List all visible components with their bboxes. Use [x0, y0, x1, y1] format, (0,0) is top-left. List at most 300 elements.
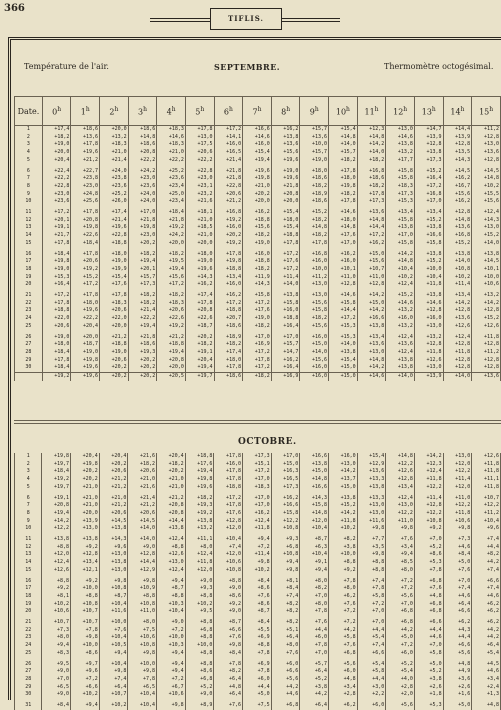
day-cell: 4: [15, 149, 43, 157]
temperature-cell: +19,8: [185, 476, 214, 484]
temperature-cell: +12,2: [386, 461, 415, 469]
temperature-cell: +15,2: [414, 165, 443, 176]
temperature-cell: +4,2: [386, 627, 415, 635]
temperature-cell: +10,2: [42, 601, 71, 609]
temperature-cell: +23,6: [157, 175, 186, 183]
temperature-cell: +12,9: [357, 461, 386, 469]
day-cell: 20: [15, 281, 43, 289]
temperature-cell: +14,0: [329, 341, 358, 349]
temperature-cell: +7,7: [357, 533, 386, 544]
temperature-cell: +6,6: [214, 627, 243, 635]
temperature-cell: +13,3: [357, 492, 386, 503]
temperature-cell: +9,2: [42, 585, 71, 593]
day-cell: 12: [15, 544, 42, 552]
temperature-cell: +8,7: [157, 585, 186, 593]
temperature-cell: +13,8: [42, 533, 71, 544]
temperature-cell: +15,7: [300, 149, 329, 157]
temperature-cell: +19,6: [243, 165, 272, 176]
temperature-cell: +14,8: [357, 357, 386, 365]
temperature-cell: +9,4: [99, 650, 128, 658]
temperature-cell: +15,6: [271, 149, 300, 157]
temperature-cell: +9,8: [157, 699, 186, 710]
temperature-cell: +8,4: [214, 650, 243, 658]
temperature-cell: +14,5: [472, 258, 501, 266]
temperature-cell: +15,8: [386, 217, 415, 225]
table-row: [15, 453, 501, 461]
temperature-cell: +10,4: [386, 266, 415, 274]
temperature-cell: +18,4: [71, 240, 100, 248]
temperature-cell: +8,4: [42, 699, 71, 710]
day-cell: 15: [15, 240, 43, 248]
temperature-cell: +15,4: [271, 224, 300, 232]
day-cell: 2: [15, 461, 42, 469]
temperature-cell: +22,6: [185, 315, 214, 323]
day-cell: [15, 373, 43, 381]
temperature-cell: +11,4: [443, 281, 472, 289]
temperature-cell: +14,8: [300, 476, 329, 484]
temperature-cell: +12,2: [443, 502, 472, 510]
temperature-cell: +16,2: [357, 240, 386, 248]
temperature-cell: +5,1: [271, 627, 300, 635]
temperature-cell: +10,1: [472, 266, 501, 274]
temperature-cell: +3,4: [328, 684, 357, 692]
temperature-cell: +4,0: [386, 676, 415, 684]
temperature-cell: +6,2: [328, 593, 357, 601]
temperature-cell: +8,0: [42, 634, 71, 642]
temperature-cell: +12,8: [414, 141, 443, 149]
temperature-cell: +17,8: [185, 126, 214, 134]
temperature-cell: +10,2: [243, 567, 272, 575]
temperature-cell: +15,0: [300, 341, 329, 349]
table-row: [15, 165, 501, 176]
temperature-cell: +14,8: [357, 217, 386, 225]
temperature-cell: +7,2: [357, 601, 386, 609]
temperature-cell: +10,9: [128, 585, 157, 593]
temperature-cell: +21,0: [71, 492, 100, 503]
temperature-cell: +12,9: [128, 567, 157, 575]
temperature-cell: +13,0: [71, 525, 100, 533]
temperature-cell: +7,6: [443, 567, 472, 575]
day-cell: 18: [15, 593, 42, 601]
table-row: [15, 307, 501, 315]
temperature-cell: +2,6: [414, 684, 443, 692]
temperature-cell: +16,4: [414, 175, 443, 183]
caption-right: Thermomètre octogésimal.: [384, 62, 494, 71]
table-row: [15, 274, 501, 282]
temperature-cell: +21,2: [214, 198, 243, 206]
temperature-cell: +19,0: [185, 258, 214, 266]
temperature-cell: +6,4: [99, 684, 128, 692]
temperature-cell: +15,6: [243, 224, 272, 232]
temperature-cell: +22,8: [42, 183, 71, 191]
day-cell: 11: [15, 533, 42, 544]
temperature-cell: +10,1: [329, 266, 358, 274]
temperature-cell: +20,6: [157, 307, 186, 315]
temperature-cell: +7,8: [243, 650, 272, 658]
temperature-cell: +17,0: [243, 331, 272, 342]
temperature-cell: +6,8: [414, 608, 443, 616]
temperature-cell: +12,4: [157, 533, 186, 544]
column-header-hour: 11$^h$: [357, 97, 386, 126]
table-row: [15, 126, 501, 134]
temperature-cell: +7,2: [157, 676, 186, 684]
temperature-cell: +4,6: [414, 634, 443, 642]
column-header-date: Date.: [15, 97, 43, 126]
temperature-cell: +17,4: [214, 349, 243, 357]
temperature-cell: +20,0: [42, 149, 71, 157]
table-row: [15, 525, 501, 533]
temperature-cell: +21,4: [128, 492, 157, 503]
temperature-cell: +14,8: [443, 217, 472, 225]
temperature-cell: +10,0: [128, 658, 157, 669]
temperature-cell: +13,8: [472, 248, 501, 259]
temperature-cell: +23,4: [157, 183, 186, 191]
caption-left: Température de l'air.: [24, 62, 109, 71]
table-row: [15, 300, 501, 308]
temperature-cell: +4,4: [357, 676, 386, 684]
column-header-hour: 10$^h$: [329, 97, 358, 126]
temperature-cell: +16,0: [214, 461, 243, 469]
temperature-cell: +8,7: [99, 593, 128, 601]
temperature-cell: +15,6: [300, 300, 329, 308]
temperature-cell: +19,0: [42, 266, 71, 274]
temperature-cell: +17,2: [329, 315, 358, 323]
temperature-cell: +12,0: [300, 518, 329, 526]
temperature-cell: +23,0: [128, 232, 157, 240]
temperature-cell: +4,6: [271, 691, 300, 699]
column-header-hour: 0$^h$: [42, 97, 71, 126]
day-cell: 7: [15, 502, 42, 510]
temperature-cell: +19,8: [243, 175, 272, 183]
temperature-cell: +18,8: [157, 341, 186, 349]
temperature-cell: +17,2: [243, 468, 272, 476]
temperature-cell: +4,8: [443, 658, 472, 669]
mean-cell: +15,0: [329, 373, 358, 381]
temperature-cell: +16,0: [300, 331, 329, 342]
temperature-cell: +11,8: [414, 281, 443, 289]
temperature-cell: +12,6: [443, 323, 472, 331]
temperature-cell: +21,8: [157, 217, 186, 225]
temperature-cell: +20,8: [185, 307, 214, 315]
temperature-cell: +9,0: [42, 691, 71, 699]
temperature-cell: +21,8: [271, 183, 300, 191]
temperature-cell: +5,0: [386, 634, 415, 642]
temperature-cell: +10,0: [157, 634, 186, 642]
temperature-cell: +9,6: [472, 525, 501, 533]
temperature-cell: +9,8: [271, 567, 300, 575]
table-row: [15, 502, 501, 510]
temperature-cell: +6,2: [472, 616, 501, 627]
temperature-cell: +7,3: [42, 627, 71, 635]
temperature-cell: +15,6: [357, 258, 386, 266]
temperature-cell: +7,5: [243, 699, 272, 710]
temperature-cell: +20,8: [128, 149, 157, 157]
temperature-cell: +10,4: [128, 699, 157, 710]
temperature-cell: +13,4: [386, 484, 415, 492]
temperature-cell: +12,8: [329, 281, 358, 289]
temperature-cell: +14,4: [329, 307, 358, 315]
table-row: [15, 183, 501, 191]
temperature-cell: +18,4: [42, 248, 71, 259]
day-cell: 29: [15, 357, 43, 365]
temperature-cell: +14,5: [443, 165, 472, 176]
temperature-cell: +21,2: [99, 484, 128, 492]
temperature-cell: +14,3: [243, 281, 272, 289]
temperature-cell: +4,2: [472, 559, 501, 567]
table-row: [15, 315, 501, 323]
temperature-cell: +19,8: [42, 453, 71, 461]
temperature-cell: +15,3: [329, 331, 358, 342]
table-row: [15, 668, 501, 676]
temperature-cell: +25,2: [100, 191, 129, 199]
temperature-cell: +18,8: [271, 315, 300, 323]
table-row: [15, 476, 501, 484]
temperature-cell: +12,1: [71, 567, 100, 575]
temperature-cell: +11,1: [472, 476, 501, 484]
temperature-cell: +17,8: [329, 165, 358, 176]
temperature-cell: +10,2: [443, 274, 472, 282]
temperature-cell: +8,8: [128, 593, 157, 601]
temperature-cell: +19,0: [243, 240, 272, 248]
temperature-cell: +19,6: [185, 266, 214, 274]
temperature-cell: +9,0: [214, 608, 243, 616]
temperature-cell: +19,4: [243, 157, 272, 165]
temperature-cell: +8,6: [243, 585, 272, 593]
temperature-cell: +13,0: [472, 141, 501, 149]
temperature-cell: +14,3: [185, 274, 214, 282]
table-row: [15, 468, 501, 476]
temperature-cell: +11,0: [329, 274, 358, 282]
table-row: [15, 461, 501, 469]
table-row: [15, 533, 501, 544]
day-cell: 2: [15, 134, 43, 142]
temperature-cell: +9,4: [42, 642, 71, 650]
temperature-cell: +21,4: [100, 217, 129, 225]
temperature-cell: +9,8: [128, 650, 157, 658]
temperature-cell: +20,8: [157, 510, 186, 518]
temperature-cell: +23,8: [71, 175, 100, 183]
temperature-cell: +11,2: [472, 349, 501, 357]
column-header-hour: 9$^h$: [300, 97, 329, 126]
temperature-cell: +10,0: [300, 266, 329, 274]
temperature-cell: +6,8: [386, 608, 415, 616]
temperature-cell: +11,2: [472, 510, 501, 518]
temperature-cell: +13,8: [99, 525, 128, 533]
temperature-cell: +13,8: [386, 364, 415, 372]
table-row: [15, 601, 501, 609]
temperature-cell: +5,6: [328, 658, 357, 669]
temperature-cell: +9,8: [243, 559, 272, 567]
temperature-cell: +10,6: [443, 518, 472, 526]
temperature-cell: +9,4: [386, 551, 415, 559]
temperature-cell: +12,2: [443, 468, 472, 476]
temperature-cell: +14,6: [414, 300, 443, 308]
temperature-cell: +8,8: [157, 593, 186, 601]
temperature-cell: +13,8: [357, 484, 386, 492]
temperature-cell: +15,6: [300, 323, 329, 331]
temperature-cell: +9,0: [42, 668, 71, 676]
temperature-cell: +15,3: [386, 198, 415, 206]
temperature-cell: +14,2: [472, 300, 501, 308]
temperature-cell: +22,8: [185, 165, 214, 176]
temperature-cell: +12,8: [472, 307, 501, 315]
temperature-cell: +20,6: [42, 323, 71, 331]
column-header-hour: 13$^h$: [414, 97, 443, 126]
temperature-cell: +16,4: [42, 281, 71, 289]
temperature-cell: +7,8: [328, 575, 357, 586]
temperature-cell: +20,2: [185, 331, 214, 342]
temperature-cell: +12,8: [443, 341, 472, 349]
temperature-cell: +17,8: [357, 191, 386, 199]
temperature-cell: +3,8: [300, 684, 329, 692]
temperature-cell: +4,2: [271, 684, 300, 692]
temperature-cell: +4,9: [443, 668, 472, 676]
temperature-cell: +21,0: [157, 476, 186, 484]
temperature-cell: +3,0: [357, 684, 386, 692]
temperature-cell: +21,0: [185, 232, 214, 240]
temperature-cell: +12,8: [443, 364, 472, 372]
temperature-cell: +18,4: [42, 349, 71, 357]
temperature-cell: +20,1: [128, 266, 157, 274]
table-row: [15, 627, 501, 635]
temperature-cell: +10,7: [99, 691, 128, 699]
temperature-cell: +17,2: [243, 349, 272, 357]
temperature-cell: +17,8: [42, 300, 71, 308]
temperature-cell: +8,8: [357, 567, 386, 575]
temperature-cell: +17,8: [71, 248, 100, 259]
temperature-cell: +13,8: [414, 289, 443, 300]
temperature-cell: +10,8: [443, 266, 472, 274]
temperature-cell: +18,0: [329, 217, 358, 225]
temperature-cell: +12,8: [443, 206, 472, 217]
temperature-cell: +7,0: [414, 642, 443, 650]
temperature-cell: +14,8: [386, 258, 415, 266]
temperature-cell: +6,8: [414, 575, 443, 586]
temperature-cell: +21,6: [128, 453, 157, 461]
temperature-cell: +10,6: [128, 634, 157, 642]
temperature-cell: +13,0: [357, 502, 386, 510]
temperature-cell: +10,5: [99, 642, 128, 650]
section-rule: [14, 423, 501, 424]
temperature-cell: +15,1: [243, 461, 272, 469]
temperature-cell: +20,0: [100, 126, 129, 134]
temperature-cell: +8,8: [42, 544, 71, 552]
temperature-cell: +13,8: [357, 323, 386, 331]
day-cell: 17: [15, 258, 43, 266]
temperature-cell: +14,6: [157, 134, 186, 142]
temperature-cell: +1,8: [414, 691, 443, 699]
temperature-cell: +8,8: [185, 616, 214, 627]
temperature-cell: +18,0: [329, 175, 358, 183]
temperature-cell: +7,4: [357, 575, 386, 586]
temperature-cell: +14,8: [128, 134, 157, 142]
temperature-cell: +18,6: [128, 141, 157, 149]
temperature-cell: +20,2: [128, 357, 157, 365]
temperature-cell: +16,0: [243, 248, 272, 259]
temperature-cell: +6,5: [128, 684, 157, 692]
temperature-cell: +19,2: [214, 217, 243, 225]
temperature-cell: +15,6: [443, 191, 472, 199]
temperature-cell: +19,7: [42, 484, 71, 492]
temperature-cell: +20,2: [128, 240, 157, 248]
temperature-cell: +18,6: [214, 323, 243, 331]
september-table: [14, 96, 501, 381]
temperature-cell: +20,6: [185, 149, 214, 157]
temperature-cell: +19,6: [71, 149, 100, 157]
temperature-cell: +8,6: [214, 593, 243, 601]
temperature-cell: +15,3: [329, 323, 358, 331]
temperature-cell: +13,6: [300, 134, 329, 142]
temperature-cell: +1,6: [443, 691, 472, 699]
temperature-cell: +14,1: [214, 134, 243, 142]
temperature-cell: +16,6: [357, 315, 386, 323]
temperature-cell: +15,0: [328, 484, 357, 492]
temperature-cell: +14,0: [443, 258, 472, 266]
day-cell: 5: [15, 484, 42, 492]
temperature-cell: +9,8: [357, 525, 386, 533]
temperature-cell: +23,2: [185, 191, 214, 199]
temperature-cell: +21,8: [214, 165, 243, 176]
temperature-cell: +17,6: [243, 307, 272, 315]
temperature-cell: +7,6: [214, 699, 243, 710]
temperature-cell: +10,6: [214, 559, 243, 567]
temperature-cell: +14,4: [157, 518, 186, 526]
table-row: [15, 616, 501, 627]
temperature-cell: +17,2: [271, 248, 300, 259]
temperature-cell: +7,5: [128, 627, 157, 635]
table-row: [15, 224, 501, 232]
temperature-cell: +9,8: [386, 525, 415, 533]
temperature-cell: +17,8: [71, 141, 100, 149]
temperature-cell: +13,4: [71, 559, 100, 567]
temperature-cell: +23,6: [128, 183, 157, 191]
temperature-cell: +13,2: [472, 289, 501, 300]
temperature-cell: +13,2: [386, 307, 415, 315]
temperature-cell: +8,0: [328, 585, 357, 593]
temperature-cell: +23,1: [185, 183, 214, 191]
temperature-cell: +10,0: [300, 141, 329, 149]
mean-cell: +16,9: [271, 373, 300, 381]
temperature-cell: +16,0: [300, 364, 329, 372]
temperature-cell: +15,8: [243, 289, 272, 300]
running-head-title: TIFLIS.: [210, 8, 282, 30]
temperature-cell: +19,6: [71, 364, 100, 372]
temperature-cell: +9,4: [157, 668, 186, 676]
temperature-cell: +18,0: [271, 217, 300, 225]
temperature-cell: +8,6: [414, 551, 443, 559]
temperature-cell: +18,9: [214, 331, 243, 342]
temperature-cell: +5,3: [414, 559, 443, 567]
temperature-cell: +15,2: [472, 315, 501, 323]
table-row: [15, 266, 501, 274]
temperature-cell: +17,7: [386, 157, 415, 165]
column-header-hour: 8$^h$: [271, 97, 300, 126]
table-row: [15, 642, 501, 650]
mean-cell: +19,7: [185, 373, 214, 381]
temperature-cell: +21,2: [100, 331, 129, 342]
temperature-cell: +14,2: [357, 307, 386, 315]
temperature-cell: +7,2: [243, 544, 272, 552]
table-row: [15, 349, 501, 357]
temperature-cell: +20,1: [42, 217, 71, 225]
temperature-cell: +9,8: [128, 575, 157, 586]
day-cell: 24: [15, 642, 42, 650]
temperature-cell: +18,8: [243, 258, 272, 266]
temperature-cell: +23,0: [185, 175, 214, 183]
temperature-cell: +11,8: [243, 525, 272, 533]
temperature-cell: +12,6: [472, 323, 501, 331]
temperature-cell: +18,2: [300, 183, 329, 191]
